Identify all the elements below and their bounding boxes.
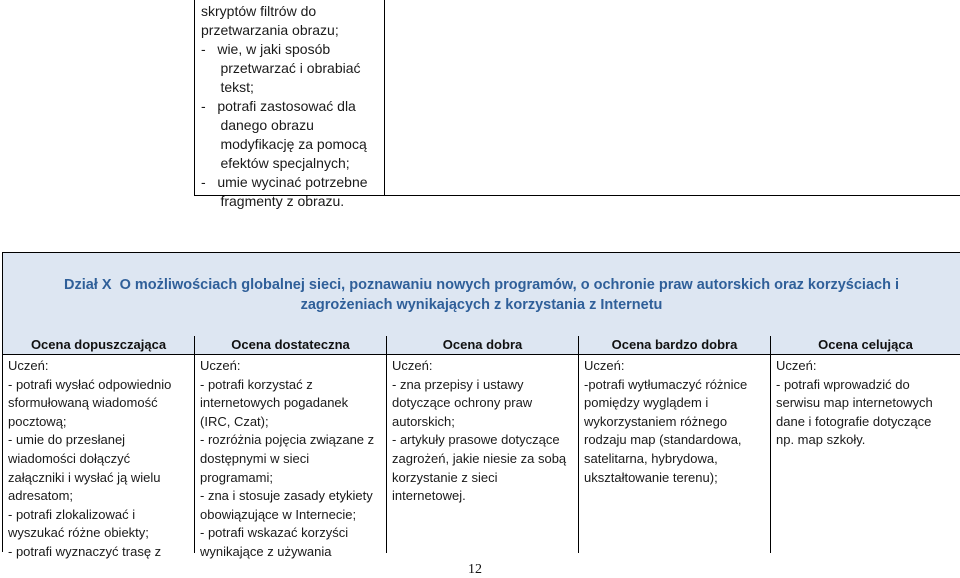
text-line: obowiązujące w Internecie; (200, 506, 357, 522)
column-divider (386, 336, 387, 553)
text-line: Uczeń: (392, 358, 433, 373)
column-divider (194, 336, 195, 553)
text-line: - potrafi zlokalizować i (8, 506, 136, 522)
text-line: serwisu map internetowych (776, 395, 933, 411)
section-title (23, 275, 940, 315)
page-number: 12 (468, 562, 482, 577)
text-line: danego obrazu (201, 117, 314, 133)
cell-ocena-celujaca (776, 357, 958, 553)
header-ocena-bardzo-dobra: Ocena bardzo dobra (611, 337, 738, 352)
column-divider (770, 336, 771, 553)
text-line: wyszukać różne obiekty; (8, 525, 149, 541)
text-line: - zna i stosuje zasady etykiety (200, 488, 373, 504)
text-line: internetowych pogadanek (200, 395, 349, 411)
previous-cell-text (201, 2, 368, 211)
text-line: wykorzystaniem różnego (584, 413, 728, 429)
cell-ocena-dopuszczajaca (8, 357, 192, 559)
text-line: załączniki i wysłać ją wielu (8, 469, 161, 485)
text-line: - rozróżnia pojęcia związane z (200, 432, 375, 448)
text-line: dostępnymi w sieci (200, 450, 310, 466)
text-line: sformułowaną wiadomość (8, 395, 158, 411)
text-line: autorskich; (392, 413, 455, 429)
text-line: - potrafi wysłać odpowiednio (8, 376, 172, 392)
text-line: zagrożeń, jakie niesie za sobą (392, 450, 567, 466)
text-line: internetowej. (392, 488, 466, 504)
text-line: wynikające z używania (200, 543, 332, 559)
text-line: - potrafi wyznaczyć trasę z (8, 543, 162, 559)
text-line: - wie, w jaki sposób (201, 41, 331, 57)
text-line: - potrafi wskazać korzyści (200, 525, 349, 541)
section-title-line: Dział X O możliwościach globalnej sieci, poznawaniu nowych programów, o ochronie praw autorskich oraz korzyściach i (63, 277, 900, 293)
text-line: rodzaju map (standardowa, (584, 432, 742, 448)
text-line: pomiędzy wyglądem i (584, 395, 709, 411)
text-line: programami; (200, 469, 273, 485)
text-line: - potrafi zastosować dla (201, 98, 356, 114)
text-line: skryptów filtrów do (201, 3, 317, 19)
text-line: satelitarna, hybrydowa, (584, 450, 718, 466)
text-line: Uczeń: (584, 358, 625, 373)
column-divider (578, 336, 579, 553)
section-title-line: zagrożeniach wynikających z korzystania z Internetu (300, 297, 663, 313)
cell-ocena-dobra (392, 357, 576, 553)
text-line: -potrafi wytłumaczyć różnice (584, 376, 748, 392)
text-line: ukształtowanie terenu); (584, 469, 718, 485)
previous-table-fragment (194, 0, 960, 209)
header-ocena-dobra: Ocena dobra (442, 337, 523, 352)
text-line: Uczeń: (200, 358, 241, 373)
text-line: modyfikację za pomocą (201, 136, 367, 152)
text-line: - umie wycinać potrzebne (201, 174, 368, 190)
text-line: - zna przepisy i ustawy (392, 376, 524, 392)
header-ocena-dostateczna: Ocena dostateczna (231, 337, 350, 352)
text-line: korzystanie z sieci (392, 469, 498, 485)
previous-table-empty-cell (385, 0, 960, 195)
cell-ocena-dostateczna (200, 357, 384, 559)
text-line: np. map szkoły. (776, 432, 866, 448)
text-line: - artykuły prasowe dotyczące (392, 432, 560, 448)
text-line: przetwarzania obrazu; (201, 22, 339, 38)
text-line: dane i fotografie dotyczące (776, 413, 932, 429)
text-line: fragmenty z obrazu. (201, 193, 345, 209)
text-line: pocztową; (8, 413, 67, 429)
text-line: wiadomości dołączyć (8, 450, 131, 466)
header-ocena-celujaca: Ocena celująca (818, 337, 913, 352)
grading-table (2, 252, 960, 559)
text-line: Uczeń: (776, 358, 817, 373)
text-line: (IRC, Czat); (200, 413, 269, 429)
text-line: - umie do przesłanej (8, 432, 126, 448)
text-line: przetwarzać i obrabiać (201, 60, 361, 76)
header-ocena-dopuszczajaca: Ocena dopuszczająca (30, 337, 167, 352)
text-line: - potrafi wprowadzić do (776, 376, 910, 392)
text-line: Uczeń: (8, 358, 49, 373)
grade-header-row (3, 336, 960, 355)
text-line: efektów specjalnych; (201, 155, 350, 171)
section-heading-row (3, 253, 960, 337)
text-line: tekst; (201, 79, 254, 95)
previous-table-cell (195, 0, 385, 209)
text-line: dotyczące ochrony praw (392, 395, 533, 411)
text-line: adresatom; (8, 488, 74, 504)
text-line: - potrafi korzystać z (200, 376, 313, 392)
cell-ocena-bardzo-dobra (584, 357, 768, 553)
